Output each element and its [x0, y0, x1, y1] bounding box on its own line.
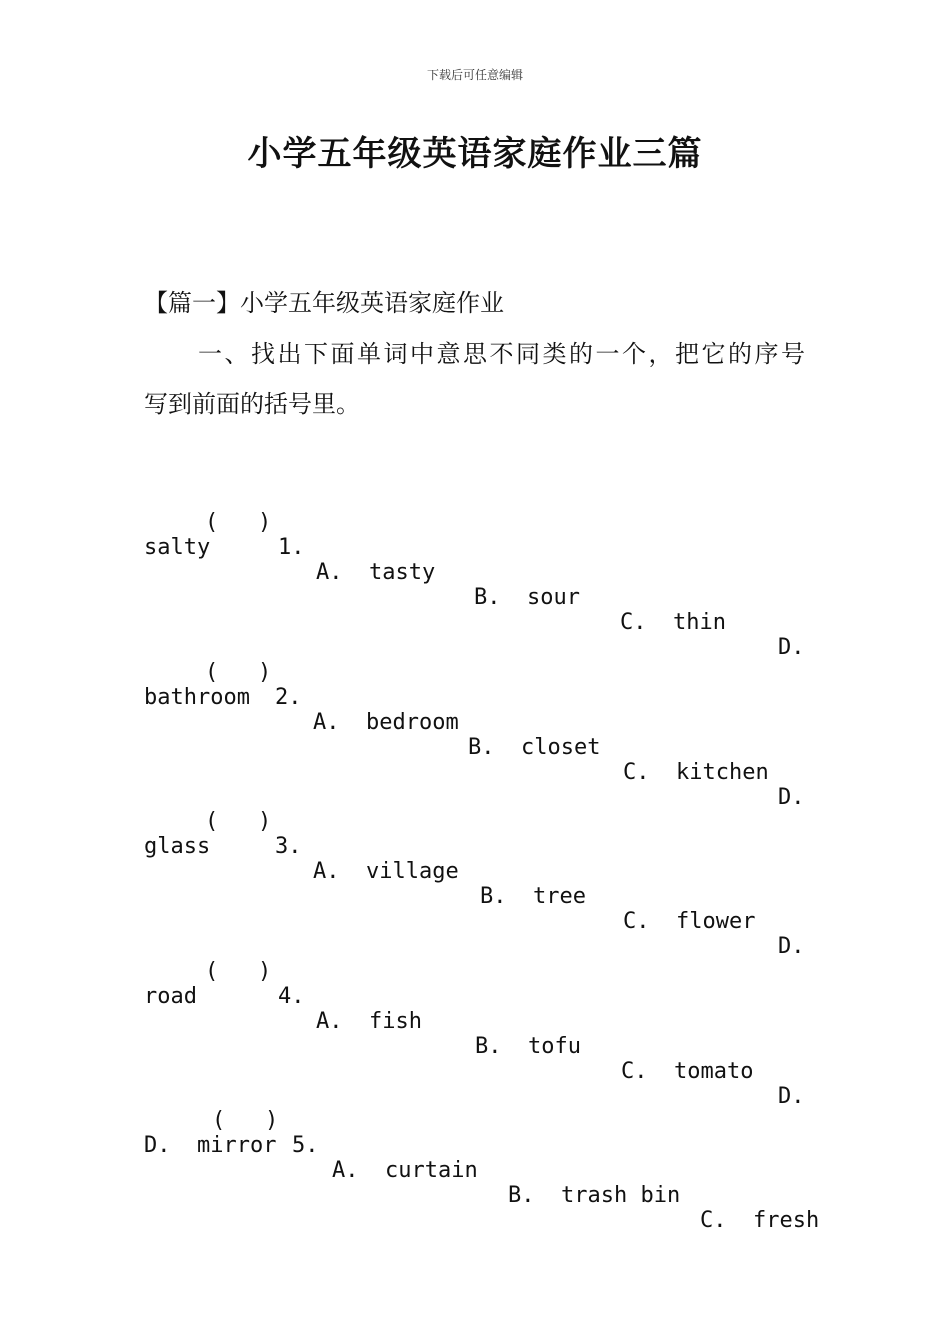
option-d-label: D. [778, 785, 805, 810]
instruction-line-1: 一、找出下面单词中意思不同类的一个，把它的序号 [198, 340, 808, 368]
question-2-continuation: bathroom [144, 685, 250, 710]
question-5-continuation: D. mirror [144, 1133, 277, 1158]
option-d-label: D. [778, 1084, 805, 1109]
question-number: 2. [275, 685, 302, 710]
option-a: A. fish [316, 1009, 422, 1034]
option-c: C. flower [623, 909, 756, 934]
option-b: B. tofu [475, 1034, 581, 1059]
instruction-line-2: 写到前面的括号里。 [144, 390, 360, 418]
answer-bracket: ( ) [205, 809, 272, 834]
option-a: A. bedroom [313, 710, 459, 735]
section-heading: 【篇一】小学五年级英语家庭作业 [144, 289, 504, 317]
option-a: A. curtain [332, 1158, 478, 1183]
option-d-label: D. [778, 635, 805, 660]
answer-bracket: ( ) [212, 1108, 279, 1133]
option-b: B. tree [480, 884, 586, 909]
option-c: C. kitchen [623, 760, 769, 785]
option-b: B. sour [474, 585, 580, 610]
answer-bracket: ( ) [205, 660, 272, 685]
answer-bracket: ( ) [205, 959, 272, 984]
question-1-continuation: salty [144, 535, 211, 560]
option-b: B. trash bin [508, 1183, 681, 1208]
option-c: C. fresh [700, 1208, 820, 1233]
option-d-label: D. [778, 934, 805, 959]
question-number: 3. [275, 834, 302, 859]
option-b: B. closet [468, 735, 601, 760]
answer-bracket: ( ) [205, 510, 272, 535]
question-3-continuation: glass [144, 834, 211, 859]
question-number: 4. [278, 984, 305, 1009]
option-c: C. tomato [621, 1059, 754, 1084]
question-4-continuation: road [144, 984, 197, 1009]
question-number: 1. [278, 535, 305, 560]
question-number: 5. [292, 1133, 319, 1158]
option-a: A. village [313, 859, 459, 884]
option-a: A. tasty [316, 560, 436, 585]
header-note: 下载后可任意编辑 [426, 68, 523, 82]
document-title: 小学五年级英语家庭作业三篇 [247, 134, 703, 174]
option-c: C. thin [620, 610, 726, 635]
